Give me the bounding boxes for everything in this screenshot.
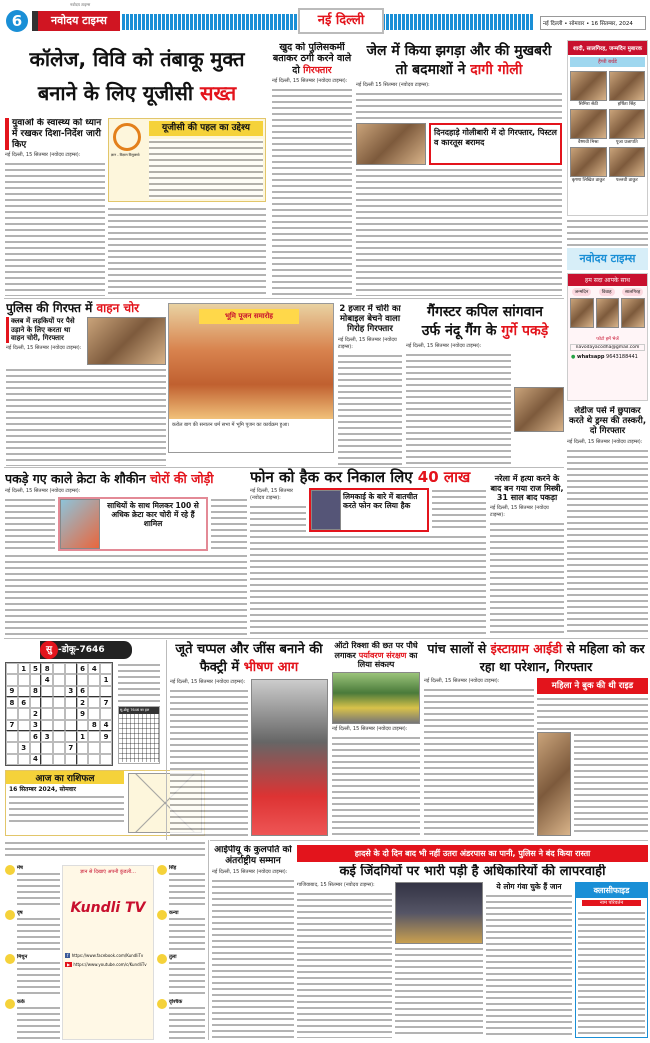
person-photo	[609, 147, 646, 177]
ad-photo	[570, 298, 594, 328]
sudoku-cell	[6, 742, 18, 753]
birthday-banner: हैप्पी बर्थडे	[570, 57, 645, 67]
person-name: हर्षिता सिंह	[617, 102, 636, 107]
sudoku-cell	[88, 708, 100, 719]
sudoku-cell: 3	[18, 742, 30, 753]
sudoku-cell	[53, 731, 65, 742]
ad-photo	[621, 298, 645, 328]
sudoku-cell	[65, 731, 77, 742]
sudoku-cell	[53, 742, 65, 753]
sudoku-cell	[41, 720, 53, 731]
zodiac-sign: वृश्चिक	[169, 998, 183, 1005]
sudoku-cell: 7	[100, 697, 112, 708]
sudoku-cell	[18, 731, 30, 742]
vehicle-story	[6, 301, 166, 466]
navodaya-logo: नवोदय टाइम्स	[567, 248, 648, 270]
purse-dateline: नई दिल्ली, 15 सितम्बर (नवोदय टाइम्स):	[567, 438, 643, 445]
jail-headline	[356, 42, 562, 80]
zodiac-icon	[157, 910, 167, 920]
sudoku-cell	[88, 731, 100, 742]
greetings-ad	[567, 273, 648, 401]
fraud-headline-red: गिरफ्तार	[303, 64, 332, 76]
person-photo	[570, 71, 607, 101]
facebook-link[interactable]: https://www.facebook.com/KundliTv	[71, 953, 144, 958]
sudoku-cell	[77, 742, 89, 753]
sudoku-cell: 9	[100, 731, 112, 742]
insta-dateline: नई दिल्ली, 15 सितम्बर (नवोदय टाइम्स):	[424, 678, 500, 684]
birthday-person	[570, 71, 607, 107]
body-text	[338, 353, 402, 466]
sudoku-cell: 6	[18, 697, 30, 708]
body-text	[250, 504, 306, 532]
body-text	[395, 946, 483, 1038]
gang-headline-red: गुर्गे पकड़े	[501, 323, 549, 339]
body-text	[211, 497, 247, 551]
body-text	[6, 367, 166, 466]
main-dateline: नई दिल्ली, 15 सितम्बर (नवोदय टाइम्स):	[5, 152, 81, 159]
sudoku-cell	[6, 754, 18, 765]
body-text	[170, 688, 248, 836]
underpass-subhead: ये लोग गंवा चुके हैं जान	[496, 881, 562, 891]
zodiac-icon	[157, 954, 167, 964]
creta-callout-text: साथियों के साथ मिलकर 100 से अधिक क्रेटा कार चोरी में रहे हैं शामिल	[107, 501, 199, 528]
sudoku-cell: 3	[65, 686, 77, 697]
zodiac-item	[157, 910, 205, 952]
page-number: 6	[6, 10, 28, 32]
gang-dateline: नई दिल्ली, 15 सितम्बर (नवोदय टाइम्स):	[406, 343, 482, 349]
body-text	[406, 352, 511, 466]
sudoku-cell	[41, 754, 53, 765]
ad-tag: जन्मदिन	[572, 288, 592, 296]
sudoku-cell	[100, 754, 112, 765]
sudoku-cell	[41, 697, 53, 708]
birthday-person	[570, 147, 607, 183]
mobile-headline: 2 हजार में चोरी का मोबाइल बेचने वाला गिरोह गिरफ्तार	[339, 304, 401, 335]
sudoku-cell: 3	[30, 720, 42, 731]
ugc-logo-caption: ज्ञान - विज्ञान विमुक्तये	[111, 153, 140, 157]
vehicle-headline-red: वाहन चोर	[96, 301, 140, 315]
auto-dateline: नई दिल्ली, 15 सितम्बर (नवोदय टाइम्स):	[332, 725, 408, 732]
rashifal-title: आज का राशिफल	[6, 771, 124, 784]
fire-headline-text: जूते चप्पल और जींस बनाने की फैक्ट्री में	[175, 642, 323, 675]
birthday-person	[609, 71, 646, 107]
ipu-dateline: नई दिल्ली, 15 सितम्बर (नवोदय टाइम्स):	[212, 868, 288, 875]
person-photo	[609, 109, 646, 139]
vehicle-photo	[87, 317, 166, 365]
jail-headline-line1: जेल में किया झगड़ा और की मुखबरी	[366, 43, 552, 59]
body-text	[5, 161, 105, 296]
sudoku-cell	[30, 674, 42, 685]
underpass-headline: कई जिंदगियों पर भारी पड़ी है अधिकारियों की लापरवाही	[339, 864, 606, 879]
zodiac-icon	[5, 999, 15, 1009]
insta-headline-text2: से महिला को कर रहा था परेशान, गिरफ्तार	[479, 641, 645, 674]
phone-headline-red: 40 लाख	[417, 468, 471, 486]
creta-headline-text: पकड़े गए काले क्रेटा के शौकीन	[5, 471, 151, 486]
sudoku-cell	[100, 708, 112, 719]
ad-email: navodayacodha@gmail.com	[570, 344, 645, 351]
whatsapp-icon: ●	[571, 354, 576, 360]
main-left-column	[5, 118, 105, 296]
kundli-tagline: ज्ञान से दिखाएं अपनी कुंडली...	[80, 869, 136, 875]
underpass-story	[297, 845, 648, 1038]
sudoku-cell: 4	[88, 663, 100, 674]
sudoku-cell	[18, 674, 30, 685]
creta-headline-red: चोरों की जोड़ी	[150, 471, 214, 486]
phone-dateline: नई दिल्ली, 15 सितम्बर (नवोदय टाइम्स):	[250, 488, 293, 501]
birthday-title: शादी, सालगिरह, जन्मदिन मुबारक	[568, 41, 647, 55]
firing-box: दिनदहाड़े गोलीबारी में दो गिरफ्तार, पिस्टल व कारतूस बरामद	[429, 123, 562, 165]
ugc-box	[108, 118, 266, 202]
sudoku-cell: 1	[18, 663, 30, 674]
body-text	[424, 687, 534, 836]
jail-headline-line2: तो बदमाशों ने	[395, 62, 471, 78]
sudoku-cell	[53, 708, 65, 719]
facebook-icon: f	[67, 953, 69, 958]
narela-dateline: नई दिल्ली, 15 सितम्बर (नवोदय टाइम्स):	[490, 504, 549, 518]
ipu-headline: आईपीयू के कुलपति को अंतर्राष्ट्रीय सम्मान	[214, 845, 292, 866]
vehicle-headline-text: पुलिस की गिरफ्त में	[6, 301, 97, 315]
zodiac-sign: मेष	[17, 865, 23, 871]
sudoku-cell	[53, 697, 65, 708]
person-photo	[570, 109, 607, 139]
underpass-banner: हादसे के दो दिन बाद भी नहीं उतरा अंडरपास का पानी, पुलिस ने बंद किया रास्ता	[297, 845, 648, 862]
sudoku-grid	[5, 662, 113, 766]
gang-headline	[406, 303, 564, 341]
sudoku-cell: 2	[30, 708, 42, 719]
body-text	[250, 534, 486, 636]
sudoku-cell: 1	[77, 731, 89, 742]
creta-callout	[58, 497, 208, 551]
underpass-dateline: गाजियाबाद, 15 सितम्बर (नवोदय टाइम्स):	[297, 881, 375, 888]
zodiac-item	[157, 999, 205, 1041]
phone-story	[250, 468, 486, 636]
small-label: नवोदय टाइम्स	[70, 2, 91, 7]
body-text	[356, 167, 562, 296]
ad-tag: विवाह	[599, 288, 615, 296]
insta-headline-text: पांच सालों से	[427, 641, 491, 656]
person-name: सिमिरा सेठी	[578, 102, 598, 107]
body-text	[356, 91, 562, 121]
body-text	[108, 206, 266, 296]
event-photo	[168, 303, 334, 453]
fire-headline-red: भीषण आग	[243, 660, 299, 675]
body-text	[212, 878, 294, 1038]
zodiac-sign: वृष	[17, 909, 23, 916]
masthead	[0, 2, 650, 40]
sudoku-cell: 2	[77, 697, 89, 708]
sudoku-cell: 6	[30, 731, 42, 742]
sudoku-cell: 4	[100, 720, 112, 731]
birthday-person	[609, 147, 646, 183]
sudoku-answer-label: सु-डोकू 7646 का हल	[119, 707, 159, 714]
sudoku-cell	[53, 720, 65, 731]
body-text	[490, 521, 564, 636]
sudoku-cell	[18, 754, 30, 765]
sudoku-cell	[6, 708, 18, 719]
zodiac-sign: कर्क	[17, 998, 25, 1005]
zodiac-icon	[157, 865, 167, 875]
body-text	[486, 893, 572, 1038]
fraud-dateline: नई दिल्ली, 15 सितम्बर (नवोदय टाइम्स):	[272, 78, 348, 85]
fraud-headline-text: खुद को पुलिसकर्मी बताकर ठगी करने वाले दो	[272, 42, 352, 76]
fraud-story	[272, 42, 352, 296]
photo-banner: भूमि पूजन समारोह	[199, 309, 299, 324]
zodiac-icon	[5, 910, 15, 920]
zodiac-sign: तुला	[169, 954, 177, 960]
kundli-logo: Kundli TV	[70, 900, 146, 916]
creta-story	[5, 471, 247, 636]
sudoku-cell	[77, 754, 89, 765]
zodiac-item	[5, 865, 60, 907]
fire-story	[170, 641, 328, 836]
woman-photo	[537, 732, 571, 836]
section-tab: नई दिल्ली	[298, 8, 384, 34]
whatsapp-label: whatsapp	[576, 354, 605, 360]
sudoku-cell	[53, 686, 65, 697]
rashifal-date: 16 सितम्बर 2024, सोमवार	[9, 786, 76, 793]
body-text	[432, 488, 486, 532]
person-name: पूजा प्रजापति	[615, 140, 638, 145]
sudoku-cell	[18, 686, 30, 697]
zodiac-icon	[5, 954, 15, 964]
fire-dateline: नई दिल्ली, 15 सितम्बर (नवोदय टाइम्स):	[170, 679, 246, 685]
sudoku-cell: 6	[77, 686, 89, 697]
person-name: पल्लवी ठाकुर	[615, 178, 638, 183]
person-name: वैष्णवी मिश्रा	[577, 140, 599, 145]
classified-box	[575, 882, 648, 1038]
sudoku-cell: 9	[6, 686, 18, 697]
sudoku-cell	[77, 720, 89, 731]
fire-photo	[251, 679, 328, 836]
zodiac-item	[157, 954, 205, 996]
person-name: कृष्णा लिखित ठाकुर	[571, 178, 605, 183]
ugc-box-text	[149, 139, 263, 199]
jail-story	[356, 42, 562, 296]
handcuff-photo	[514, 387, 564, 432]
zodiac-icon	[5, 865, 15, 875]
ugc-logo	[113, 123, 141, 151]
vehicle-dateline: नई दिल्ली, 15 सितम्बर (नवोदय टाइम्स):	[6, 344, 82, 351]
person-photo	[609, 71, 646, 101]
sudoku-cell	[65, 663, 77, 674]
sudoku-cell: 7	[65, 742, 77, 753]
jail-dateline: नई दिल्ली 15 सितम्बर (नवोदय टाइम्स):	[356, 82, 430, 88]
sudoku-cell: 8	[88, 720, 100, 731]
sudoku-cell: 1	[100, 674, 112, 685]
classified-subtitle: नाम परिवर्तन	[582, 900, 641, 906]
body-text	[5, 553, 247, 636]
zodiac-sign: सिंह	[169, 865, 177, 871]
thief-cartoon	[60, 499, 100, 549]
classified-title: क्लासीफाइड	[576, 883, 647, 898]
underpass-photo	[395, 882, 483, 944]
sudoku-cell	[53, 754, 65, 765]
narela-headline: नरेला में हत्या करने के बाद बन गया राज मिस्त्री, 31 साल बाद पकड़ा	[490, 474, 564, 503]
sudoku-cell	[53, 663, 65, 674]
phone-callout	[309, 488, 429, 532]
sudoku-cell	[65, 754, 77, 765]
zodiac-sign: मिथुन	[17, 954, 28, 960]
body-text	[574, 732, 648, 836]
zodiac-item	[157, 865, 205, 907]
zodiac-sign: कन्या	[169, 909, 179, 916]
sudoku-cell	[53, 674, 65, 685]
sudoku-cell	[88, 754, 100, 765]
sudoku-cell: 6	[77, 663, 89, 674]
ugc-box-title: यूजीसी की पहल का उद्देश्य	[149, 121, 263, 136]
body-text	[537, 696, 648, 730]
sudoku-cell	[77, 674, 89, 685]
gang-headline-line1: गैंगस्टर कपिल सांगवान	[427, 304, 543, 320]
birthday-panel	[567, 40, 648, 216]
vehicle-headline	[6, 301, 166, 315]
body-text	[5, 497, 55, 551]
purse-headline: लेडीज पर्स में छुपाकर करते थे ड्रग्स की तस्करी, दो गिरफ्तार	[568, 406, 647, 437]
zodiac-column-right	[157, 865, 205, 1040]
whatsapp-number: 9643188441	[606, 354, 638, 360]
sudoku-answer	[118, 706, 160, 764]
creta-dateline: नई दिल्ली, 15 सितम्बर (नवोदय टाइम्स):	[5, 488, 81, 494]
ad-photo	[596, 298, 620, 328]
sudoku-cell	[30, 742, 42, 753]
person-photo	[570, 147, 607, 177]
sudoku-cell: 5	[30, 663, 42, 674]
auto-headline-text2: का लिया संकल्प	[357, 650, 418, 670]
youtube-link[interactable]: https://www.youtube.com/c/KundliTv	[73, 962, 147, 967]
ad-title: हम सदा आपके साथ	[568, 274, 647, 286]
sudoku-cell	[88, 697, 100, 708]
body-text	[332, 735, 420, 836]
sudoku-cell: 8	[30, 686, 42, 697]
handcuff-photo	[356, 123, 426, 165]
main-subhead: युवाओं के स्वास्थ्य को ध्यान में रखकर दिशा-निर्देश जारी किए	[5, 118, 105, 150]
sudoku-cell	[6, 674, 18, 685]
photo-caption: करोल बाग की सनातन धर्म सभा में भूमि पूजन का कार्यक्रम हुआ।	[172, 422, 290, 428]
phone-headline	[250, 468, 486, 486]
auto-story	[332, 641, 420, 836]
body-text	[567, 218, 648, 246]
auto-photo	[332, 672, 420, 724]
insta-headline	[424, 640, 648, 676]
sudoku-cell	[6, 731, 18, 742]
phone-headline-text: फोन को हैक कर निकाल लिए	[250, 468, 418, 486]
jail-headline-red: दागी गोली	[470, 62, 523, 78]
sudoku-cell: 8	[41, 663, 53, 674]
auto-headline-red: पर्यावरण संरक्षण	[358, 650, 407, 660]
gang-story	[406, 303, 564, 466]
zodiac-item	[5, 954, 60, 996]
kundli-ad	[62, 865, 154, 1040]
fraud-headline	[272, 42, 352, 76]
gang-headline-line2: उर्फ नंदू गैंग के	[421, 323, 502, 339]
ad-text: फोटो हमें भेजें	[596, 337, 619, 342]
insta-callout: महिला ने बुक की थी राइड	[537, 678, 648, 694]
sudoku-cell	[88, 674, 100, 685]
body-text	[5, 840, 205, 860]
birthday-person	[570, 109, 607, 145]
sudoku-cell	[65, 720, 77, 731]
headline-line2: बनाने के लिए यूजीसी	[37, 81, 201, 105]
mobile-dateline: नई दिल्ली, 15 सितम्बर (नवोदय टाइम्स):	[338, 336, 397, 350]
body-text	[272, 87, 352, 296]
body-text	[567, 448, 648, 636]
main-headline	[6, 42, 268, 112]
zodiac-icon	[157, 999, 167, 1009]
ad-tag: सालगिरह	[622, 288, 643, 296]
zodiac-item	[5, 999, 60, 1041]
sudoku-title: -डोकू-7646	[58, 645, 105, 655]
headline-line1: कॉलेज, विवि को तंबाकू मुक्त	[29, 47, 245, 71]
zodiac-item	[5, 910, 60, 952]
sudoku-cell	[100, 663, 112, 674]
sudoku-cell	[30, 697, 42, 708]
sudoku-header	[40, 641, 132, 659]
sudoku-cell: 7	[6, 720, 18, 731]
sudoku-cell	[100, 686, 112, 697]
creta-headline	[5, 471, 247, 486]
sudoku-cell	[18, 708, 30, 719]
mobile-story	[338, 304, 402, 466]
headline-highlight: सख्त	[200, 81, 237, 105]
insta-headline-red: इंस्टाग्राम आईडी	[490, 641, 563, 656]
sudoku-cell	[88, 686, 100, 697]
sudoku-cell	[65, 708, 77, 719]
masthead-logo: नवोदय टाइम्स	[32, 11, 120, 31]
body-text	[297, 891, 392, 1038]
sudoku-cell	[65, 674, 77, 685]
purse-story	[567, 406, 648, 636]
vehicle-subhead: क्लब में लड़कियों पर पैसे उड़ाने के लिए करता था वाहन चोरी, गिरफ्तार	[6, 317, 84, 342]
narela-story	[490, 474, 564, 636]
sudoku-cell: 4	[41, 674, 53, 685]
sudoku-cell	[41, 708, 53, 719]
sudoku-cell	[100, 742, 112, 753]
sudoku-cell	[6, 663, 18, 674]
phone-callout-text: लिमकाई के बारे में बातचीत करते फोन कर लिया हैक	[343, 492, 418, 510]
zodiac-column-left	[5, 865, 60, 1040]
ipu-story	[212, 845, 294, 1038]
sudoku-badge: सु	[40, 641, 58, 659]
sudoku-cell: 9	[77, 708, 89, 719]
date-line: नई दिल्ली • सोमवार • 16 सितम्बर, 2024	[540, 16, 646, 30]
birthday-person	[609, 109, 646, 145]
hacker-photo	[311, 490, 341, 530]
auto-headline	[332, 641, 420, 670]
sudoku-cell: 8	[6, 697, 18, 708]
sudoku-cell	[41, 686, 53, 697]
sudoku-cell	[88, 742, 100, 753]
sudoku-cell: 3	[41, 731, 53, 742]
fire-headline	[170, 641, 328, 677]
sudoku-instructions	[118, 662, 160, 702]
sudoku-cell	[65, 697, 77, 708]
sudoku-cell	[41, 742, 53, 753]
sudoku-cell: 4	[30, 754, 42, 765]
auto-headline-text: ऑटो रिक्शा की छत पर पौधे लगाकर	[334, 641, 418, 660]
sudoku-cell	[18, 720, 30, 731]
insta-story	[424, 640, 648, 836]
youtube-icon: ▶	[67, 962, 71, 967]
